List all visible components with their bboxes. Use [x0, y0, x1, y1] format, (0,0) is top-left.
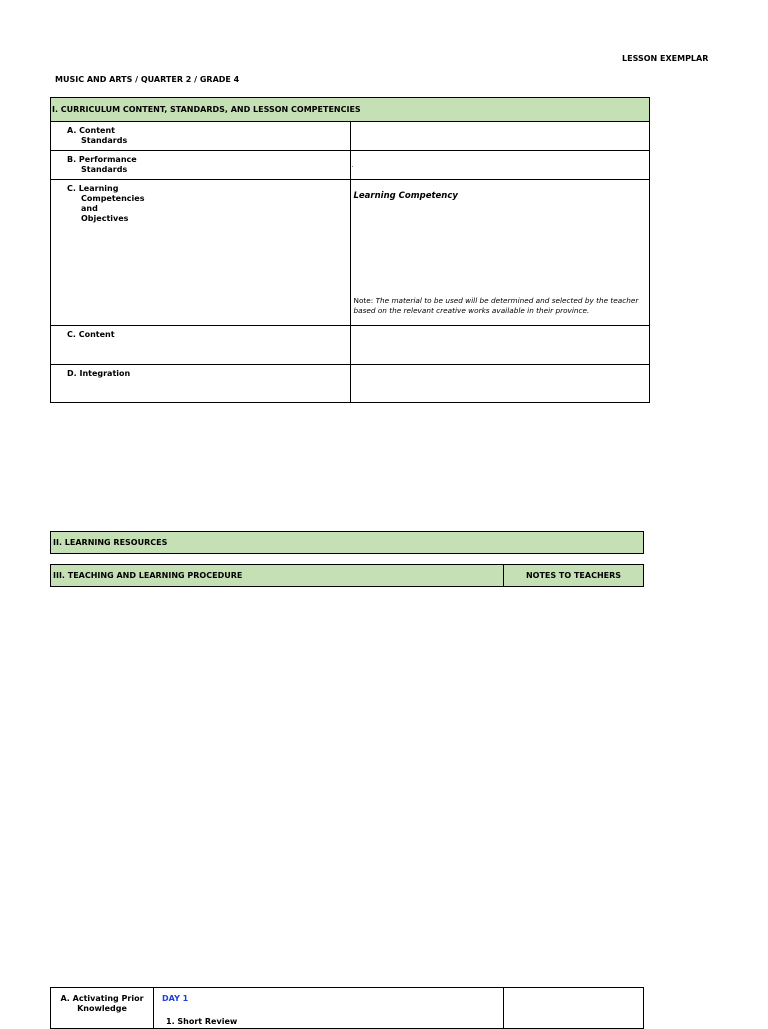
- notes-to-teachers-cell[interactable]: [504, 988, 644, 1029]
- content-label: C. Content: [51, 326, 351, 365]
- curriculum-table: [50, 97, 650, 403]
- learning-competencies-label: C. Learning Competencies and Objectives: [51, 180, 351, 326]
- notes-to-teachers-header: NOTES TO TEACHERS: [504, 565, 644, 587]
- day-1-label: DAY 1: [162, 994, 189, 1003]
- activating-prior-knowledge-label: A. Activating Prior Knowledge: [51, 988, 154, 1029]
- learning-competency-title: Learning Competency: [353, 191, 458, 201]
- activating-prior-knowledge-cell[interactable]: [154, 988, 504, 1029]
- document-type-label: LESSON EXEMPLAR: [622, 54, 709, 63]
- section-2-title: II. LEARNING RESOURCES: [51, 532, 644, 554]
- section-1-title: I. CURRICULUM CONTENT, STANDARDS, AND LESSON COMPETENCIES: [51, 98, 650, 122]
- procedure-header-table: [50, 564, 644, 587]
- short-review-item: 1. Short Review: [166, 1017, 238, 1026]
- material-note: Note: The material to be used will be determined and selected by the teacher based on the relevant creative works available in their province.: [353, 296, 639, 315]
- performance-standards-label: B. Performance Standards: [51, 151, 351, 180]
- learning-competencies-cell[interactable]: [350, 180, 650, 326]
- integration-label: D. Integration: [51, 365, 351, 403]
- content-standards-label: A. Content Standards: [51, 122, 351, 151]
- subject-quarter-grade: MUSIC AND ARTS / QUARTER 2 / GRADE 4: [55, 75, 240, 84]
- integration-cell[interactable]: [350, 365, 650, 403]
- performance-standards-value: .: [351, 161, 354, 169]
- learning-resources-table: [50, 531, 644, 554]
- section-3-title: III. TEACHING AND LEARNING PROCEDURE: [51, 565, 504, 587]
- content-cell[interactable]: [350, 326, 650, 365]
- content-standards-cell[interactable]: [350, 122, 650, 151]
- performance-standards-cell[interactable]: [350, 151, 650, 180]
- procedure-table: [50, 987, 644, 1029]
